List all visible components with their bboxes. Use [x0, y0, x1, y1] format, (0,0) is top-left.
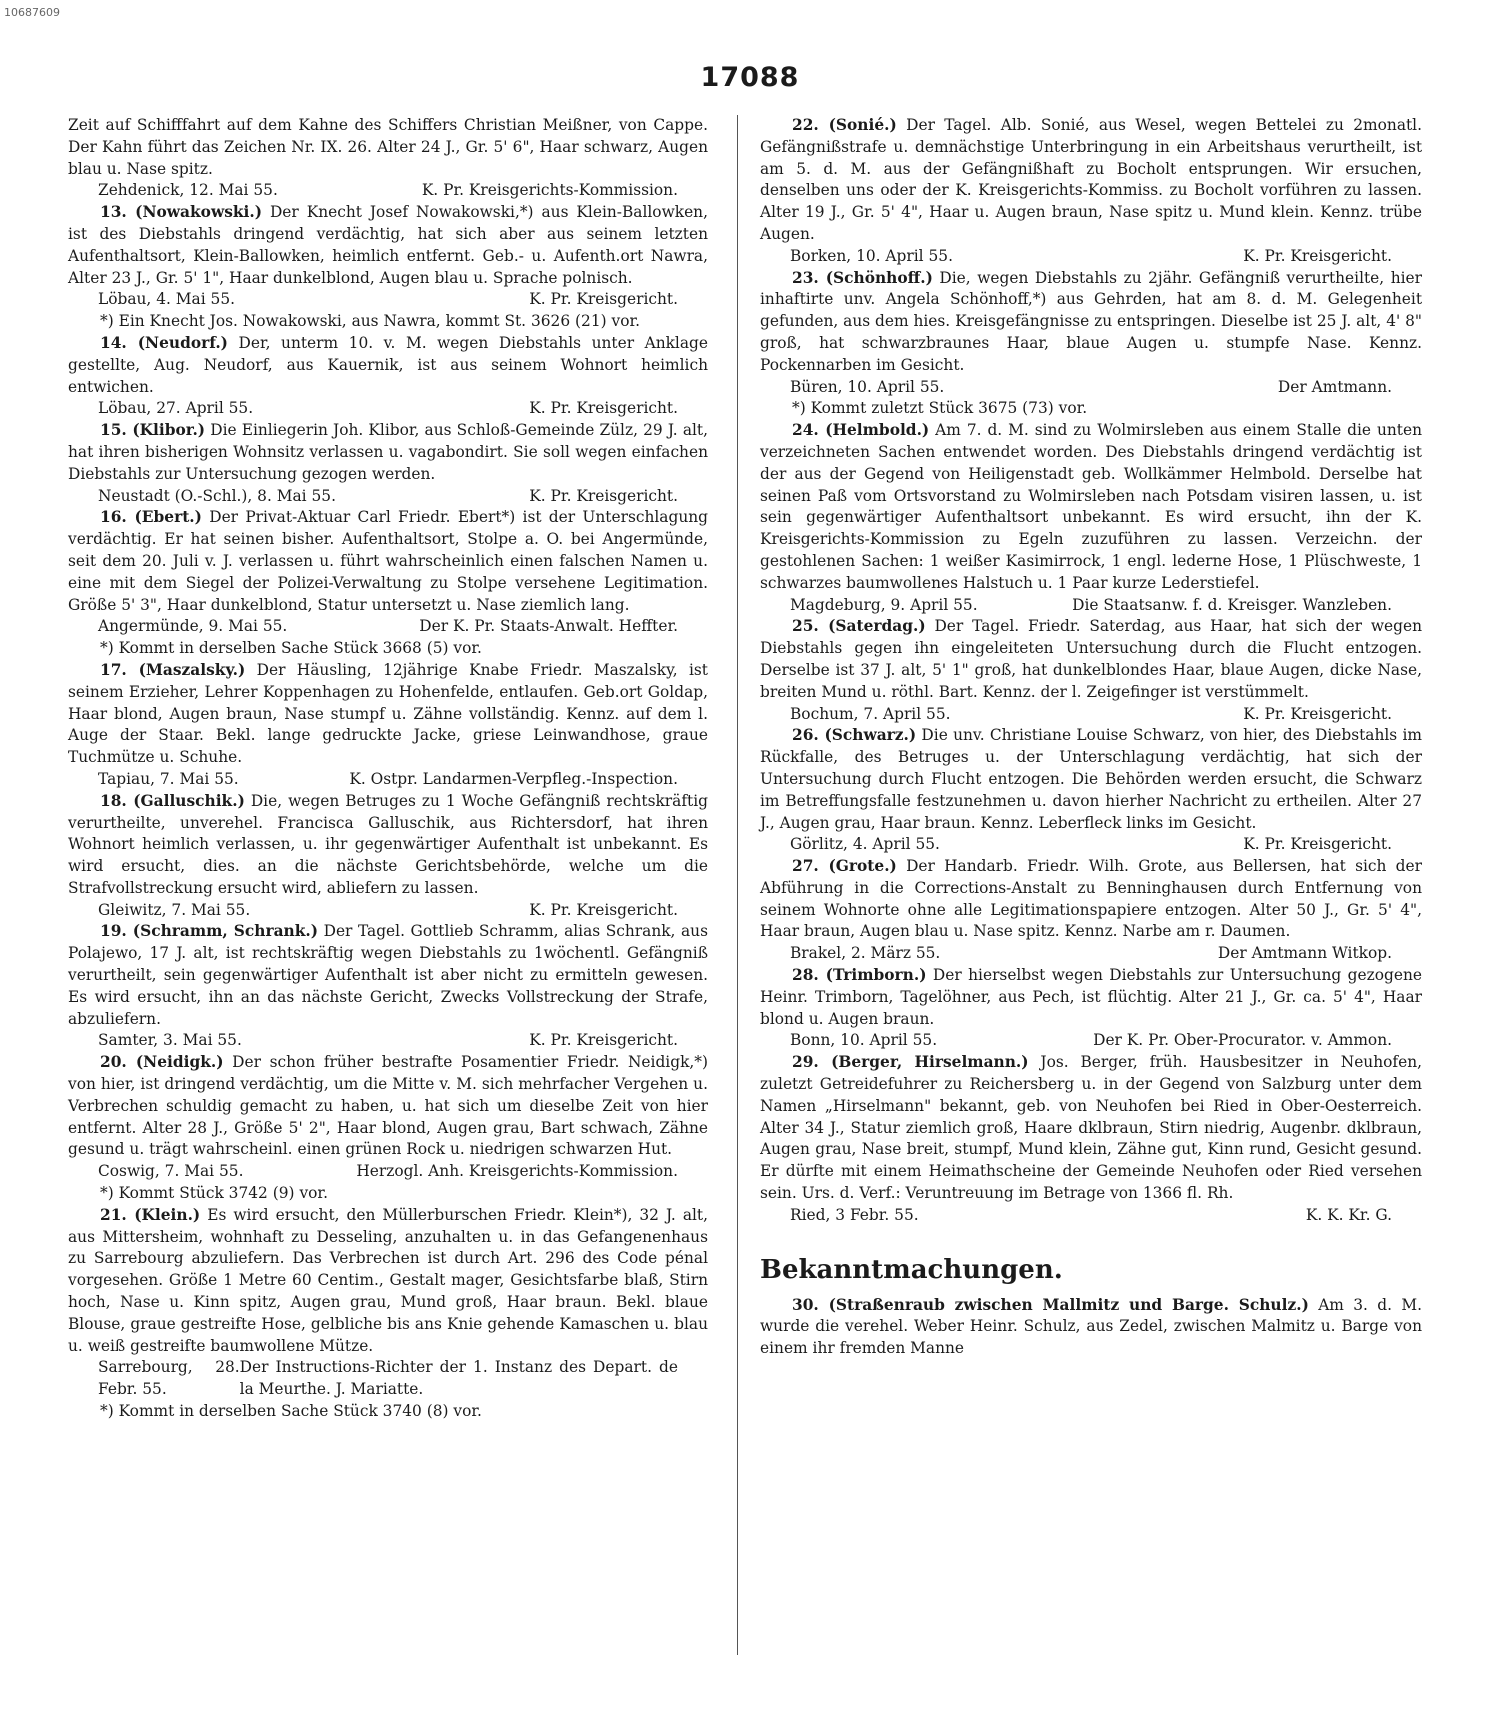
signature-authority: Die Staatsanw. f. d. Kreisger. Wanzleben. [1072, 595, 1392, 614]
entry-text: Der Tagel. Friedr. Saterdag, aus Haar, hat sich der wegen Diebstahls gegen ihn eingeleiteten Untersuchung durch die Flucht entzogen. Derselbe ist 37 J. alt, 5' 1" groß, hat dunkelblondes Haar, blaue Augen, dicke Nase, breiten Mund u. röthl. Bart. Kennz. der l. Zeigefinger ist verstümmelt. [760, 617, 1422, 701]
entry-text: Am 3. d. M. wurde die verehel. Weber Heinr. Schulz, aus Zedel, zwischen Malmitz u. Barge von einem ihr fremden Manne [760, 1295, 1422, 1358]
entry-heading: 18. (Galluschik.) [100, 791, 245, 810]
column-divider [737, 115, 738, 1655]
entry-signature [760, 834, 1422, 856]
entry-signature [760, 943, 1422, 965]
entry-signature [68, 616, 708, 638]
entry-heading: 28. (Trimborn.) [792, 966, 927, 985]
entry-text: Der hierselbst wegen Diebstahls zur Untersuchung gezogene Heinr. Trimborn, Tagelöhner, aus Pech, ist flüchtig. Alter 21 J., Gr. ca. 5' 4", Haar blond u. Augen braun. [760, 966, 1422, 1028]
signature-place: Angermünde, 9. Mai 55. [98, 617, 288, 636]
entry-signature [760, 1030, 1422, 1052]
notice-entry [760, 268, 1422, 377]
entry-heading: 24. (Helmbold.) [792, 421, 930, 440]
entry-text: Die, wegen Betruges zu 1 Woche Gefängniß rechtskräftig verurtheilte, unverehel. Francisca Galluschik, aus Richtersdorf, hat ihren Wohnort heimlich verlassen, u. ihr gegenwärtiger Aufenthalt ist unbekannt. Es wird ersucht, dies. an die nächste Gerichtsbehörde, welche um die Strafvollstreckung ersucht wird, abliefern zu lassen. [68, 791, 708, 897]
notice-entry [760, 115, 1422, 246]
signature-place: Löbau, 27. April 55. [98, 399, 254, 418]
signature-place: Löbau, 4. Mai 55. [98, 290, 236, 309]
entry-signature [760, 595, 1422, 617]
signature-authority: K. Pr. Kreisgericht. [1243, 704, 1392, 723]
signature-place: Tapiau, 7. Mai 55. [98, 769, 239, 788]
archive-stamp: 10687609 [4, 6, 60, 19]
notice-entry [68, 115, 708, 180]
notice-entry [68, 921, 708, 1030]
entry-signature [68, 1030, 708, 1052]
notice-entry [68, 507, 708, 616]
entry-text: Es wird ersucht, den Müllerburschen Friedr. Klein*), 32 J. alt, aus Mittersheim, wohnhaft zu Desseling, anzuhalten u. in das Gefangenenhaus zu Sarrebourg abzuliefern. Das Verbrechen ist durch Art. 296 des Code pénal vorgesehen. Größe 1 Metre 60 Centim., Gestalt mager, Gesichtsfarbe blaß, Stirn hoch, Nase u. Kinn spitz, Augen grau, Mund groß, Haar braun. Bekl. blaue Blouse, graue gestreifte Hose, gelbliche bis ans Knie gehende Kamaschen u. blau u. weiß gestreifte baumwollene Mütze. [68, 1205, 708, 1355]
entry-text: Der, unterm 10. v. M. wegen Diebstahls unter Anklage gestellte, Aug. Neudorf, aus Kauernik, ist aus seinem Wohnort heimlich entwichen. [68, 333, 708, 396]
signature-place: Borken, 10. April 55. [790, 246, 953, 265]
notice-entry [760, 856, 1422, 943]
notice-entry [760, 725, 1422, 834]
entry-signature [760, 377, 1422, 399]
signature-place: Sarrebourg, 28. Febr. 55. [98, 1358, 240, 1399]
signature-place: Neustadt (O.-Schl.), 8. Mai 55. [98, 486, 336, 505]
entry-signature [760, 1205, 1422, 1227]
signature-authority: K. K. Kr. G. [1305, 1205, 1392, 1224]
section-title: Bekanntmachungen. [760, 1254, 1063, 1285]
signature-authority: Der K. Pr. Staats-Anwalt. Heffter. [419, 617, 678, 636]
footnote: *) Kommt Stück 3742 (9) vor. [100, 1184, 328, 1203]
signature-place: Büren, 10. April 55. [790, 377, 945, 396]
notice-entry [68, 660, 708, 769]
signature-authority: K. Pr. Kreisgericht. [529, 399, 678, 418]
entry-signature [68, 1357, 708, 1401]
footnote: *) Kommt in derselben Sache Stück 3740 (8) vor. [100, 1402, 482, 1421]
entry-signature [760, 704, 1422, 726]
entry-signature [68, 180, 708, 202]
entry-signature [68, 900, 708, 922]
signature-authority: K. Pr. Kreisgericht. [529, 486, 678, 505]
footnote: *) Kommt in derselben Sache Stück 3668 (5) vor. [100, 639, 482, 658]
signature-authority: Der Amtmann Witkop. [1217, 944, 1392, 963]
entry-text: Die Einliegerin Joh. Klibor, aus Schloß-Gemeinde Zülz, 29 J. alt, hat ihren bisherigen Wohnsitz verlassen u. vagabondirt. Sie soll wegen einfachen Diebstahls zur Untersuchung gezogen werden. [68, 421, 708, 483]
signature-authority: Der K. Pr. Ober-Procurator. v. Ammon. [1093, 1031, 1392, 1050]
entry-heading: 22. (Sonié.) [792, 116, 897, 134]
signature-place: Samter, 3. Mai 55. [98, 1031, 242, 1050]
signature-place: Zehdenick, 12. Mai 55. [98, 181, 278, 200]
notice-entry [760, 420, 1422, 594]
signature-authority: K. Ostpr. Landarmen-Verpfleg.-Inspection. [349, 769, 678, 788]
signature-authority: Der Instructions-Richter der 1. Instanz des Depart. de la Meurthe. J. Mariatte. [239, 1358, 678, 1399]
entry-heading: 19. (Schramm, Schrank.) [100, 922, 319, 941]
signature-authority: K. Pr. Kreisgericht. [529, 290, 678, 309]
entry-signature [68, 1161, 708, 1183]
notice-entry [68, 202, 708, 289]
entry-signature [68, 769, 708, 791]
signature-authority: K. Pr. Kreisgericht. [529, 900, 678, 919]
entry-heading: 27. (Grote.) [792, 857, 897, 876]
notice-entry [68, 1205, 708, 1358]
entry-signature [68, 486, 708, 508]
entry-signature [760, 246, 1422, 268]
left-column [68, 115, 708, 1423]
entry-heading: 15. (Klibor.) [100, 421, 206, 440]
notice-entry [68, 1052, 708, 1161]
entry-signature [68, 398, 708, 420]
signature-authority: Der Amtmann. [1277, 377, 1392, 396]
entry-text: Der Tagel. Alb. Sonié, aus Wesel, wegen Bettelei zu 2monatl. Gefängnißstrafe u. demnächstige Unterbringung in ein Arbeitshaus verurtheilt, ist am 5. d. M. aus der Gefängnißhaft zu Bocholt entsprungen. Wir ersuchen, denselben uns oder der K. Kreisgerichts-Kommiss. zu Bocholt vorführen zu lassen. Alter 19 J., Gr. 5' 4", Haar u. Augen braun, Nase spitz u. Mund klein. Kennz. trübe Augen. [760, 116, 1422, 243]
entry-text: Der Tagel. Gottlieb Schramm, alias Schrank, aus Polajewo, 17 J. alt, ist rechtskräftig wegen Diebstahls zu 1wöchentl. Gefängniß verurtheilt, sein gegenwärtiger Aufenthalt ist aber nicht zu ermitteln gewesen. Es wird ersucht, ihn an das nächste Gericht, Zwecks Vollstreckung der Strafe, abzuliefern. [68, 922, 708, 1028]
signature-place: Brakel, 2. März 55. [790, 944, 941, 963]
entry-heading: 23. (Schönhoff.) [792, 268, 933, 287]
notice-entry [760, 965, 1422, 1030]
signature-authority: K. Pr. Kreisgericht. [529, 1031, 678, 1050]
entry-heading: 21. (Klein.) [100, 1205, 201, 1224]
footnote: *) Ein Knecht Jos. Nowakowski, aus Nawra, kommt St. 3626 (21) vor. [100, 312, 641, 331]
entry-text: Der Privat-Aktuar Carl Friedr. Ebert*) ist der Unterschlagung verdächtig. Er hat seinen bisher. Aufenthaltsort, Stolpe a. O. bei Angermünde, seit dem 20. Juli v. J. verlassen u. führt wahrscheinlich einen falschen Namen u. eine mit dem Siegel der Polizei-Verwaltung zu Stolpe versehene Legitimation. Größe 5' 3", Haar dunkelblond, Statur untersetzt u. Nase ziemlich lang. [68, 508, 708, 614]
signature-place: Ried, 3 Febr. 55. [790, 1205, 919, 1224]
entry-text: Jos. Berger, früh. Hausbesitzer in Neuhofen, zuletzt Getreidefuhrer zu Reichersberg u. in der Gegend von Salzburg unter dem Namen „Hirselmann" bekannt, geb. von Neuhofen bei Ried in Ober-Oesterreich. Alter 34 J., Statur ziemlich groß, Haare dklbraun, Stirn niedrig, Augenbr. dklbraun, Augen grau, Nase breit, stumpf, Mund klein, Zähne gut, Kinn rund, Gesicht gesund. Er dürfte mit einem Heimathscheine der Gemeinde Neuhofen oder Ried versehen sein. Urs. d. Verf.: Veruntreuung im Betrage von 1366 fl. Rh. [760, 1053, 1422, 1203]
entry-heading: 17. (Maszalsky.) [100, 660, 246, 679]
signature-place: Bochum, 7. April 55. [790, 704, 951, 723]
notice-entry [760, 616, 1422, 703]
entry-text: Am 7. d. M. sind zu Wolmirsleben aus einem Stalle die unten verzeichneten Sachen entwendet worden. Des Diebstahls dringend verdächtig ist der aus der Gegend von Heiligenstadt geb. Wollkämmer Helmbold. Derselbe hat seinen Paß vom Ortsvorstand zu Wolmirsleben nach Potsdam visiren lassen, u. ist sein gegenwärtiger Aufenthaltsort unbekannt. Es wird ersucht, ihn der K. Kreisgerichts-Kommission zu Egeln zuzuführen zu lassen. Verzeichn. der gestohlenen Sachen: 1 weißer Kasimirrock, 1 engl. lederne Hose, 1 Plüschweste, 1 schwarzes baumwollenes Halstuch u. 1 Paar kurze Lederstiefel. [760, 421, 1423, 592]
announcement-entry [760, 1295, 1422, 1360]
signature-place: Bonn, 10. April 55. [790, 1031, 938, 1050]
entry-text: Der Häusling, 12jährige Knabe Friedr. Maszalsky, ist seinem Erzieher, Lehrer Koppenhagen zu Hohenfelde, entlaufen. Geb.ort Goldap, Haar blond, Augen braun, Nase stumpf u. Zähne vollständig. Kennz. auf dem l. Auge der Staar. Bekl. lange gedruckte Jacke, griese Leinwandhose, graue Tuchmütze u. Schuhe. [68, 660, 708, 767]
entry-text: Die unv. Christiane Louise Schwarz, von hier, des Diebstahls im Rückfalle, des Betruges u. der Unterschlagung verdächtig, hat sich der Untersuchung durch Flucht entzogen. Die Behörden werden ersucht, die Schwarz im Betreffungsfalle festzunehmen u. davon hierher Nachricht zu ertheilen. Alter 27 J., Augen grau, Haar braun. Kennz. Leberfleck links im Gesicht. [760, 726, 1422, 832]
entry-text: Die, wegen Diebstahls zu 2jähr. Gefängniß verurtheilte, hier inhaftirte unv. Angela Schönhoff,*) aus Gehrden, hat am 8. d. M. Gelegenheit gefunden, aus dem hies. Kreisgefängnisse zu entspringen. Dieselbe ist 25 J. alt, 4' 8" groß, hat schwarzbraunes Haar, blaue Augen u. stumpfe Nase. Kennz. Pockennarben im Gesicht. [760, 268, 1422, 374]
page-number: 17088 [700, 62, 800, 93]
entry-heading: 20. (Neidigk.) [100, 1053, 224, 1072]
footnote: *) Kommt zuletzt Stück 3675 (73) vor. [792, 399, 1088, 418]
entry-text: Zeit auf Schifffahrt auf dem Kahne des Schiffers Christian Meißner, von Cappe. Der Kahn führt das Zeichen Nr. IX. 26. Alter 24 J., Gr. 5' 6", Haar schwarz, Augen blau u. Nase spitz. [68, 116, 708, 178]
signature-authority: K. Pr. Kreisgerichts-Kommission. [421, 181, 678, 200]
entry-heading: 16. (Ebert.) [100, 508, 202, 527]
entry-heading: 13. (Nowakowski.) [100, 203, 263, 222]
notice-entry [68, 420, 708, 485]
signature-authority: K. Pr. Kreisgericht. [1243, 835, 1392, 854]
right-entries [760, 115, 1422, 1227]
notice-entry [68, 791, 708, 900]
entry-text: Der Knecht Josef Nowakowski,*) aus Klein-Ballowken, ist des Diebstahls dringend verdächtig, hat sich aber aus seinem letzten Aufenthaltsort, Klein-Ballowken, heimlich entfernt. Geb.- u. Aufenth.ort Nawra, Alter 23 J., Gr. 5' 1", Haar dunkelblond, Augen blau u. Sprache polnisch. [68, 203, 708, 287]
entry-heading: 26. (Schwarz.) [792, 726, 917, 745]
entry-heading: 29. (Berger, Hirselmann.) [792, 1053, 1029, 1072]
notice-entry [760, 1052, 1422, 1205]
entry-heading: 14. (Neudorf.) [100, 333, 228, 352]
entry-text: Der Handarb. Friedr. Wilh. Grote, aus Bellersen, hat sich der Abführung in die Corrections-Anstalt zu Benninghausen durch Entfernung von seinem Wohnorte ohne alle Legitimationspapiere entzogen. Alter 50 J., Gr. 5' 4", Haar braun, Augen blau u. Nase spitz. Kennz. Narbe am r. Daumen. [760, 857, 1422, 941]
signature-place: Coswig, 7. Mai 55. [98, 1162, 244, 1181]
notice-entry [68, 333, 708, 398]
entry-signature [68, 289, 708, 311]
right-column [760, 115, 1422, 1360]
entry-heading: 25. (Saterdag.) [792, 617, 926, 636]
signature-authority: Herzogl. Anh. Kreisgerichts-Kommission. [356, 1162, 678, 1181]
signature-place: Görlitz, 4. April 55. [790, 835, 940, 854]
signature-place: Gleiwitz, 7. Mai 55. [98, 900, 251, 919]
entry-heading: 30. (Straßenraub zwischen Mallmitz und Barge. Schulz.) [792, 1295, 1309, 1314]
signature-authority: K. Pr. Kreisgericht. [1243, 246, 1392, 265]
signature-place: Magdeburg, 9. April 55. [790, 595, 978, 614]
entry-text: Der schon früher bestrafte Posamentier Friedr. Neidigk,*) von hier, ist dringend verdächtig, um die Mitte v. M. sich mehrfacher Vergehen u. Verbrechen schuldig gemacht zu haben, u. hat sich um dieselbe Zeit von hier entfernt. Alter 28 J., Größe 5' 2", Haar blond, Augen grau, Bart schwach, Zähne gesund u. trägt wahrscheinl. einen grünen Rock u. niedrigen schwarzen Hut. [68, 1053, 709, 1159]
